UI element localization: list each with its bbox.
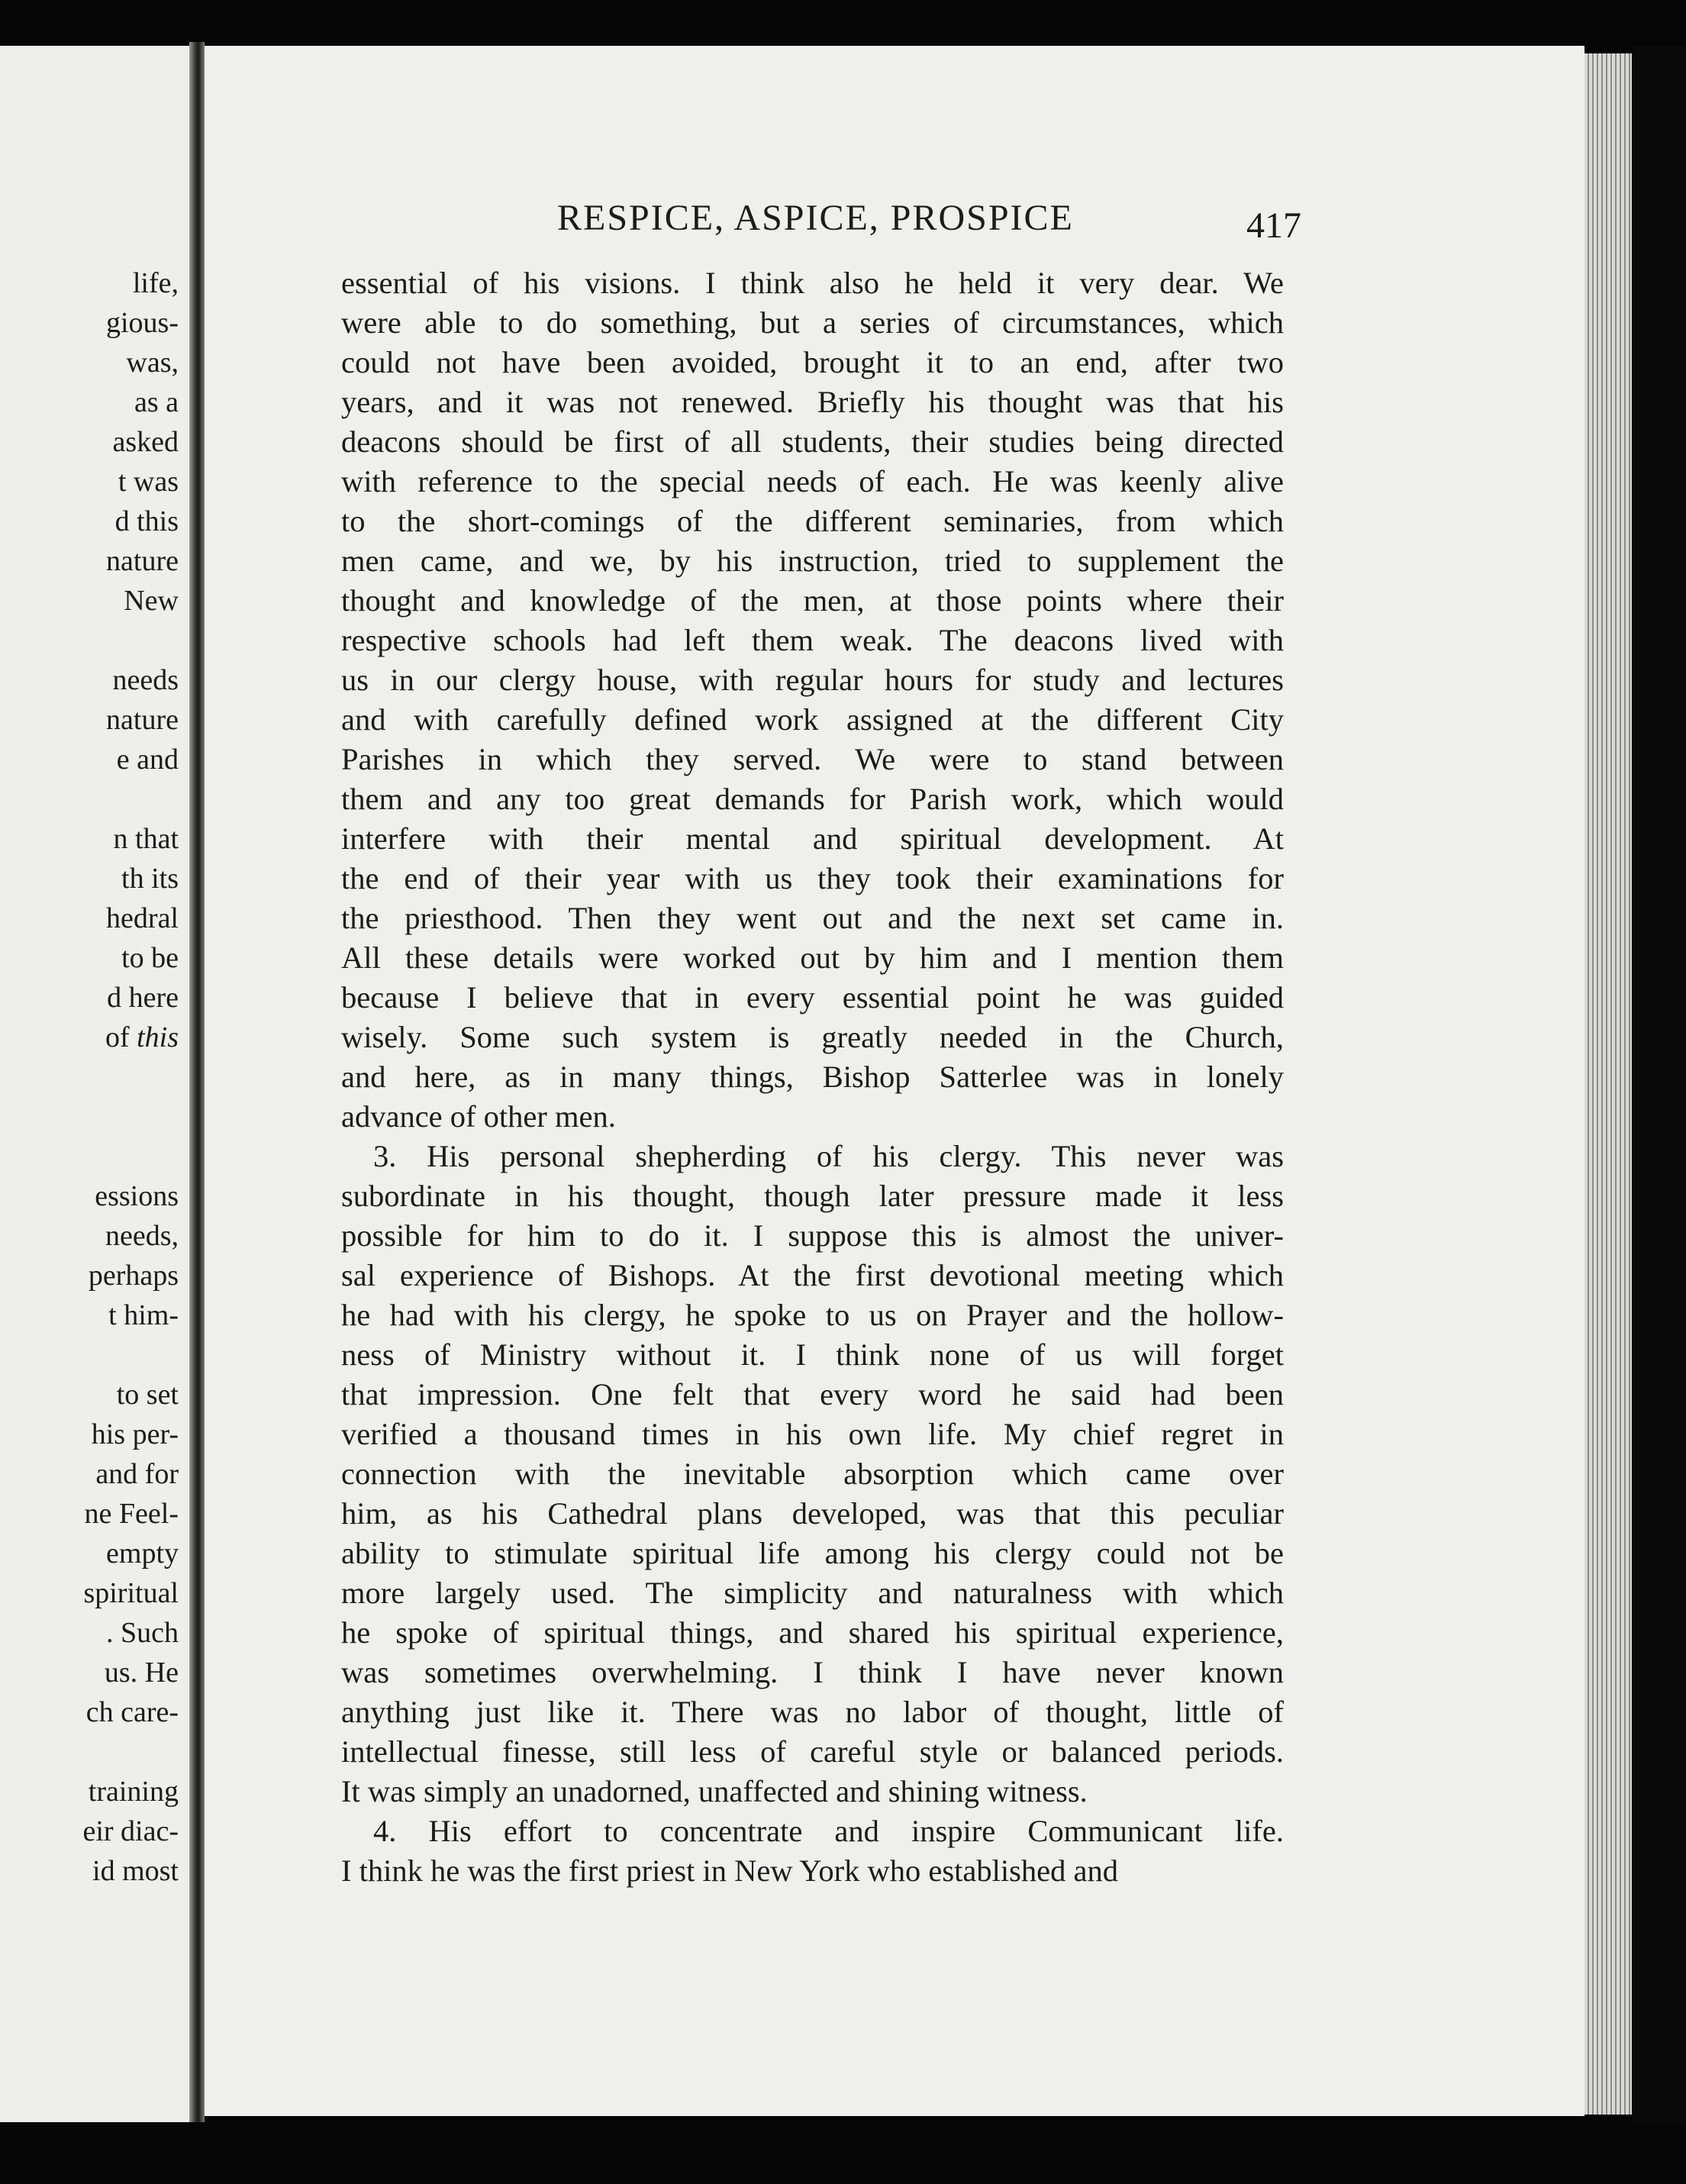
facing-page-line: life, bbox=[132, 267, 179, 299]
text-line: because I believe that in every essential point he was guided bbox=[341, 980, 1284, 1015]
text-line: them and any too great demands for Parish work, which would bbox=[341, 782, 1284, 816]
facing-page-line bbox=[0, 1137, 179, 1176]
facing-page-line: essions bbox=[95, 1180, 179, 1212]
facing-page-line: to set bbox=[116, 1379, 179, 1411]
facing-page-line: of this bbox=[105, 1021, 179, 1053]
text-line: he spoke of spiritual things, and shared his spiritual experience, bbox=[341, 1615, 1284, 1650]
facing-page-line: t him- bbox=[108, 1299, 179, 1331]
text-line: more largely used. The simplicity and naturalness with which bbox=[341, 1576, 1284, 1610]
facing-page-line: empty bbox=[106, 1537, 179, 1569]
text-line: wisely. Some such system is greatly needed in the Church, bbox=[341, 1020, 1284, 1054]
text-line: intellectual finesse, still less of careful style or balanced periods. bbox=[341, 1734, 1284, 1769]
text-line: years, and it was not renewed. Briefly his thought was that his bbox=[341, 385, 1284, 419]
text-line: the priesthood. Then they went out and the next set came in. bbox=[341, 901, 1284, 935]
facing-page-line: gious- bbox=[106, 307, 179, 339]
facing-page-line: nature bbox=[106, 704, 179, 736]
page-edges bbox=[1584, 53, 1632, 2115]
facing-page-line: his per- bbox=[91, 1418, 179, 1450]
text-line: were able to do something, but a series of circumstances, which bbox=[341, 305, 1284, 340]
facing-page-line: and for bbox=[95, 1458, 179, 1490]
facing-page-line: to be bbox=[121, 942, 179, 974]
text-line: advance of other men. bbox=[341, 1099, 616, 1134]
text-line: sal experience of Bishops. At the first devotional meeting which bbox=[341, 1258, 1284, 1292]
facing-page-text bbox=[0, 263, 179, 1891]
body-text bbox=[341, 263, 1284, 1891]
facing-page-line bbox=[0, 1732, 179, 1772]
text-line: and here, as in many things, Bishop Satterlee was in lonely bbox=[341, 1060, 1284, 1094]
facing-page-line: e and bbox=[116, 744, 179, 776]
facing-page-line: as a bbox=[134, 386, 179, 418]
facing-page-line: . Such bbox=[106, 1617, 179, 1649]
facing-page-line: spiritual bbox=[83, 1577, 179, 1609]
text-line: respective schools had left them weak. The deacons lived with bbox=[341, 623, 1284, 657]
facing-page-line: n that bbox=[113, 823, 179, 855]
text-line: ability to stimulate spiritual life among his clergy could not be bbox=[341, 1536, 1284, 1570]
facing-page-line: needs bbox=[112, 664, 179, 696]
facing-page-line: us. He bbox=[104, 1657, 179, 1689]
text-line: him, as his Cathedral plans developed, was that this peculiar bbox=[341, 1496, 1284, 1531]
facing-page-line: ch care- bbox=[85, 1696, 179, 1728]
text-line: verified a thousand times in his own life. My chief regret in bbox=[341, 1417, 1284, 1451]
text-line: interfere with their mental and spiritual development. At bbox=[341, 821, 1284, 856]
page-number: 417 bbox=[1246, 205, 1301, 246]
running-head: RESPICE, ASPICE, PROSPICE bbox=[557, 198, 1074, 238]
text-line: I think he was the first priest in New York who established and bbox=[341, 1853, 1118, 1888]
facing-page-line bbox=[0, 621, 179, 660]
facing-page-line: eir diac- bbox=[82, 1815, 179, 1847]
text-line: with reference to the special needs of each. He was keenly alive bbox=[341, 464, 1284, 498]
facing-page-line: was, bbox=[126, 347, 179, 379]
text-line: to the short-comings of the different seminaries, from which bbox=[341, 504, 1284, 538]
facing-page-line: id most bbox=[92, 1855, 179, 1887]
text-line: deacons should be first of all students, their studies being directed bbox=[341, 424, 1284, 459]
facing-page-line: asked bbox=[112, 426, 179, 458]
text-line: thought and knowledge of the men, at those points where their bbox=[341, 583, 1284, 618]
book-gutter bbox=[189, 42, 205, 2122]
text-line: was sometimes overwhelming. I think I have never known bbox=[341, 1655, 1284, 1689]
text-line: anything just like it. There was no labor of thought, little of bbox=[341, 1695, 1284, 1729]
text-line: essential of his visions. I think also he held it very dear. We bbox=[341, 266, 1284, 300]
facing-page-line: hedral bbox=[106, 902, 179, 934]
facing-page-line: d here bbox=[107, 982, 179, 1014]
text-line: could not have been avoided, brought it to an end, after two bbox=[341, 345, 1284, 379]
facing-page-line: t was bbox=[118, 466, 179, 498]
facing-page-line bbox=[0, 1057, 179, 1097]
facing-page-line: training bbox=[88, 1776, 179, 1808]
facing-page-line: ne Feel- bbox=[84, 1498, 179, 1530]
text-line: 3. His personal shepherding of his clergy. This never was bbox=[373, 1139, 1284, 1173]
facing-page-line: nature bbox=[106, 545, 179, 577]
facing-page-line bbox=[0, 779, 179, 819]
facing-page-line: d this bbox=[114, 505, 179, 537]
text-line: the end of their year with us they took their examinations for bbox=[341, 861, 1284, 895]
text-line: subordinate in his thought, though later pressure made it less bbox=[341, 1179, 1284, 1213]
facing-page-line bbox=[0, 1097, 179, 1137]
text-line: 4. His effort to concentrate and inspire Communicant life. bbox=[373, 1814, 1284, 1848]
facing-page-line: perhaps bbox=[88, 1260, 179, 1292]
text-line: and with carefully defined work assigned at the different City bbox=[341, 702, 1284, 737]
text-line: men came, and we, by his instruction, tried to supplement the bbox=[341, 544, 1284, 578]
scan-background-bottom bbox=[0, 2115, 1686, 2184]
text-line: Parishes in which they served. We were to stand between bbox=[341, 742, 1284, 776]
text-line: It was simply an unadorned, unaffected and shining witness. bbox=[341, 1774, 1088, 1808]
text-line: ness of Ministry without it. I think none of us will forget bbox=[341, 1337, 1284, 1372]
text-line: possible for him to do it. I suppose this is almost the univer- bbox=[341, 1218, 1284, 1253]
scan-background-right bbox=[1632, 46, 1686, 2122]
facing-page-line: New bbox=[124, 585, 179, 617]
text-line: that impression. One felt that every word he said had been bbox=[341, 1377, 1284, 1411]
text-line: he had with his clergy, he spoke to us on Prayer and the hollow- bbox=[341, 1298, 1284, 1332]
facing-page-line: needs, bbox=[105, 1220, 179, 1252]
facing-page-left bbox=[0, 46, 189, 2122]
facing-page-line: th its bbox=[121, 863, 179, 895]
text-line: connection with the inevitable absorption which came over bbox=[341, 1457, 1284, 1491]
text-line: All these details were worked out by him and I mention them bbox=[341, 940, 1284, 975]
facing-page-line bbox=[0, 1335, 179, 1375]
text-line: us in our clergy house, with regular hours for study and lectures bbox=[341, 663, 1284, 697]
